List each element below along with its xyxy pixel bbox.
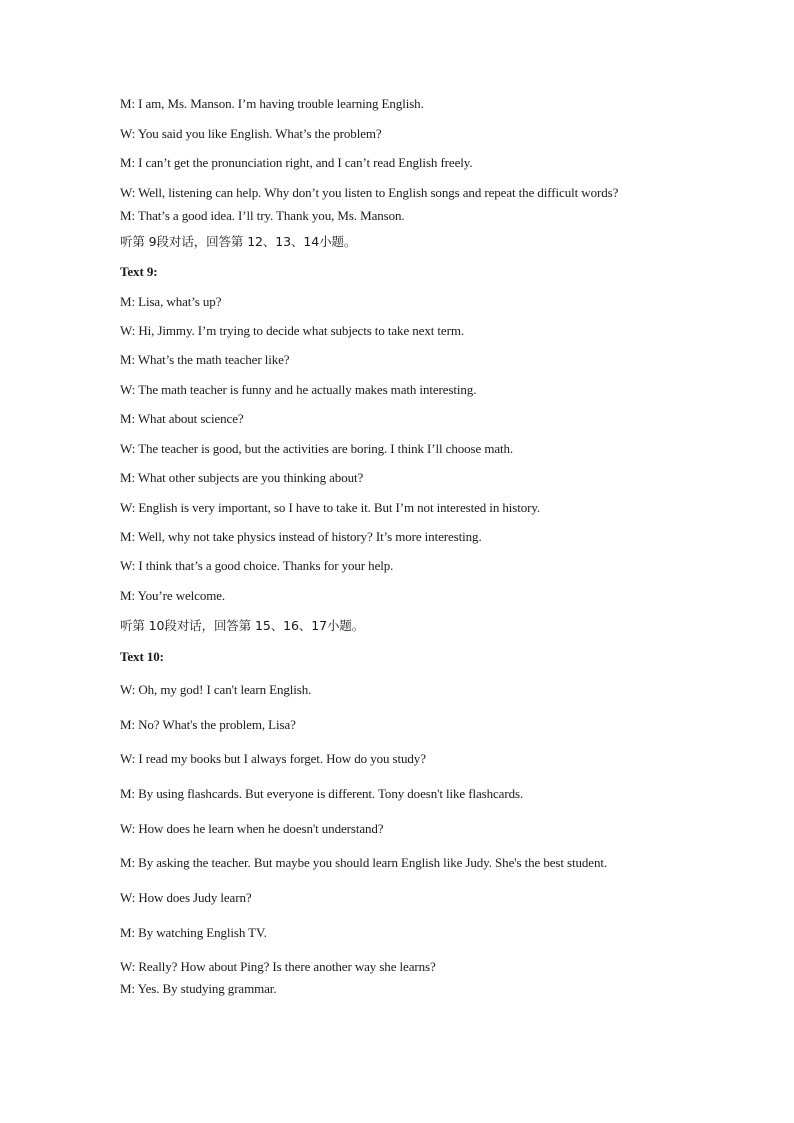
dialogue-line: M: That’s a good idea. I’ll try. Thank you, Ms. Manson. — [120, 208, 405, 223]
dialogue-line: W: I read my books but I always forget. How do you study? — [120, 751, 426, 766]
dialogue-line: W: I think that’s a good choice. Thanks for your help. — [120, 558, 394, 573]
dialogue-line: W: The math teacher is funny and he actually makes math interesting. — [120, 382, 477, 397]
dialogue-line: W: Oh, my god! I can't learn English. — [120, 682, 312, 697]
dialogue-line: M: What about science? — [120, 411, 244, 426]
dialogue-line: M: By asking the teacher. But maybe you should learn English like Judy. She's the best student. — [120, 855, 608, 870]
dialogue-line: M: By watching English TV. — [120, 925, 267, 940]
dialogue-line: W: Hi, Jimmy. I’m trying to decide what subjects to take next term. — [120, 323, 464, 338]
dialogue-line: M: You’re welcome. — [120, 588, 226, 603]
dialogue-line: M: By using flashcards. But everyone is different. Tony doesn't like flashcards. — [120, 786, 524, 801]
dialogue-line: W: How does Judy learn? — [120, 890, 252, 905]
dialogue-line: W: Really? How about Ping? Is there another way she learns? — [120, 959, 436, 974]
dialogue-line: M: Well, why not take physics instead of history? It’s more interesting. — [120, 529, 482, 544]
section-instruction: 听第 9段对话，回答第 12、13、14小题。 — [120, 234, 357, 249]
dialogue-line: W: The teacher is good, but the activities are boring. I think I’ll choose math. — [120, 441, 514, 456]
dialogue-line: M: Yes. By studying grammar. — [120, 981, 277, 996]
section-instruction: 听第 10段对话，回答第 15、16、17小题。 — [120, 618, 365, 633]
dialogue-line: M: What’s the math teacher like? — [120, 352, 290, 367]
dialogue-line: M: I can’t get the pronunciation right, and I can’t read English freely. — [120, 155, 473, 170]
dialogue-line: W: You said you like English. What’s the problem? — [120, 126, 382, 141]
dialogue-line: M: I am, Ms. Manson. I’m having trouble learning English. — [120, 96, 424, 111]
section-heading: Text 9: — [120, 264, 158, 279]
dialogue-line: W: English is very important, so I have to take it. But I’m not interested in history. — [120, 500, 541, 515]
section-heading: Text 10: — [120, 649, 164, 664]
dialogue-line: M: No? What's the problem, Lisa? — [120, 717, 296, 732]
dialogue-line: M: Lisa, what’s up? — [120, 294, 222, 309]
dialogue-line: W: Well, listening can help. Why don’t you listen to English songs and repeat the difficult words? — [120, 185, 619, 200]
dialogue-line: M: What other subjects are you thinking about? — [120, 470, 364, 485]
dialogue-line: W: How does he learn when he doesn't understand? — [120, 821, 384, 836]
